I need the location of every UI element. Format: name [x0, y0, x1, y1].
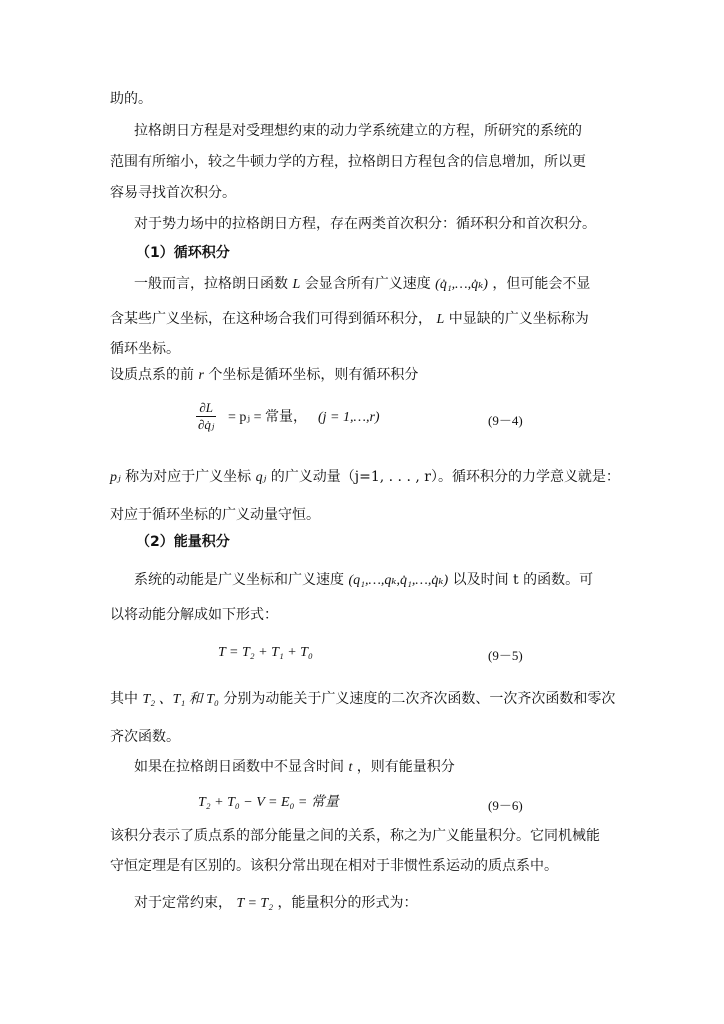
math-symbol: r	[198, 368, 204, 383]
text-span: ，但可能会不显	[492, 276, 591, 292]
text-line: 容易寻找首次积分。	[110, 185, 236, 201]
text-line: 守恒定理是有区别的。该积分常出现在相对于非惯性系运动的质点系中。	[110, 858, 558, 874]
text-span: ，则有能量积分	[356, 759, 455, 775]
equation-number: (9－5)	[488, 648, 523, 663]
text-span: 对于定常约束，	[134, 895, 232, 911]
equation-9-4-range: (j = 1,…,r)	[318, 410, 380, 425]
text-span: 含某些广义坐标，在这种场合我们可得到循环积分，	[110, 311, 432, 327]
fraction-denominator: ∂q̇ⱼ	[198, 417, 215, 432]
text-span: 个坐标是循环坐标，则有循环积分	[208, 367, 419, 383]
section-heading-energy: （2）能量积分	[136, 534, 230, 550]
text-line	[110, 310, 589, 329]
text-line: 对应于循环坐标的广义动量守恒。	[110, 507, 320, 523]
math-symbol: pⱼ	[110, 470, 121, 485]
text-line: 齐次函数。	[110, 729, 180, 745]
text-line	[110, 690, 615, 709]
text-span: ，能量积分的形式为：	[277, 895, 418, 911]
text-span: 其中	[110, 691, 138, 707]
text-span: 分别为动能关于广义速度的二次齐次函数、一次齐次函数和零次	[223, 691, 616, 707]
text-line: 范围有所缩小，较之牛顿力学的方程，拉格朗日方程包含的信息增加，所以更	[110, 154, 586, 170]
equation-number: (9－4)	[488, 413, 523, 428]
equation-number: (9－6)	[488, 798, 523, 813]
text-span: 会显含所有广义速度	[304, 276, 431, 292]
text-line	[134, 894, 418, 913]
equation-9-6: T₂ + T₀ − V = E₀ = 常量	[198, 795, 339, 810]
text-span: 以及时间 t 的函数。可	[452, 572, 594, 588]
text-span: 称为对应于广义坐标	[125, 469, 252, 485]
section-heading-cyclic: （1）循环积分	[136, 245, 230, 261]
math-expression: T₂ 、T₁ 和 T₀	[142, 692, 219, 707]
equation-9-5: T = T₂ + T₁ + T₀	[218, 645, 313, 660]
equation-9-4-fraction	[196, 400, 216, 433]
math-expression: (q̇₁,…,q̇ₖ)	[435, 277, 488, 292]
text-line	[134, 571, 593, 590]
text-span: 系统的动能是广义坐标和广义速度	[134, 572, 344, 588]
math-symbol: qⱼ	[255, 470, 267, 485]
text-line: 助的。	[110, 91, 152, 107]
text-line	[110, 468, 620, 487]
text-span: 一般而言，拉格朗日函数	[134, 276, 288, 292]
text-line: 以将动能分解成如下形式：	[110, 607, 278, 623]
math-symbol: L	[292, 277, 301, 292]
math-expression: T = T₂	[236, 896, 274, 911]
text-line: 循环坐标。	[110, 341, 180, 357]
fraction-numerator: ∂L	[199, 400, 213, 415]
math-symbol: t	[348, 760, 353, 775]
math-symbol: L	[436, 312, 445, 327]
text-line	[110, 366, 418, 385]
text-span: 设质点系的前	[110, 367, 194, 383]
text-line: 拉格朗日方程是对受理想约束的动力学系统建立的方程，所研究的系统的	[134, 123, 582, 139]
text-line: 该积分表示了质点系的部分能量之间的关系，称之为广义能量积分。它同机械能	[110, 828, 600, 844]
math-expression: (q₁,…,qₖ,q̇₁,…,q̇ₖ)	[348, 573, 449, 588]
text-line	[134, 758, 455, 777]
text-span: 的广义动量（j=1, . . . , r）。循环积分的力学意义就是：	[270, 469, 620, 485]
text-span: 如果在拉格朗日函数中不显含时间	[134, 759, 344, 775]
text-span: 中显缺的广义坐标称为	[448, 311, 589, 327]
text-line	[134, 275, 590, 294]
text-line: 对于势力场中的拉格朗日方程，存在两类首次积分：循环积分和首次积分。	[134, 216, 596, 232]
equation-9-4-rhs: = pⱼ = 常量，	[228, 410, 307, 425]
